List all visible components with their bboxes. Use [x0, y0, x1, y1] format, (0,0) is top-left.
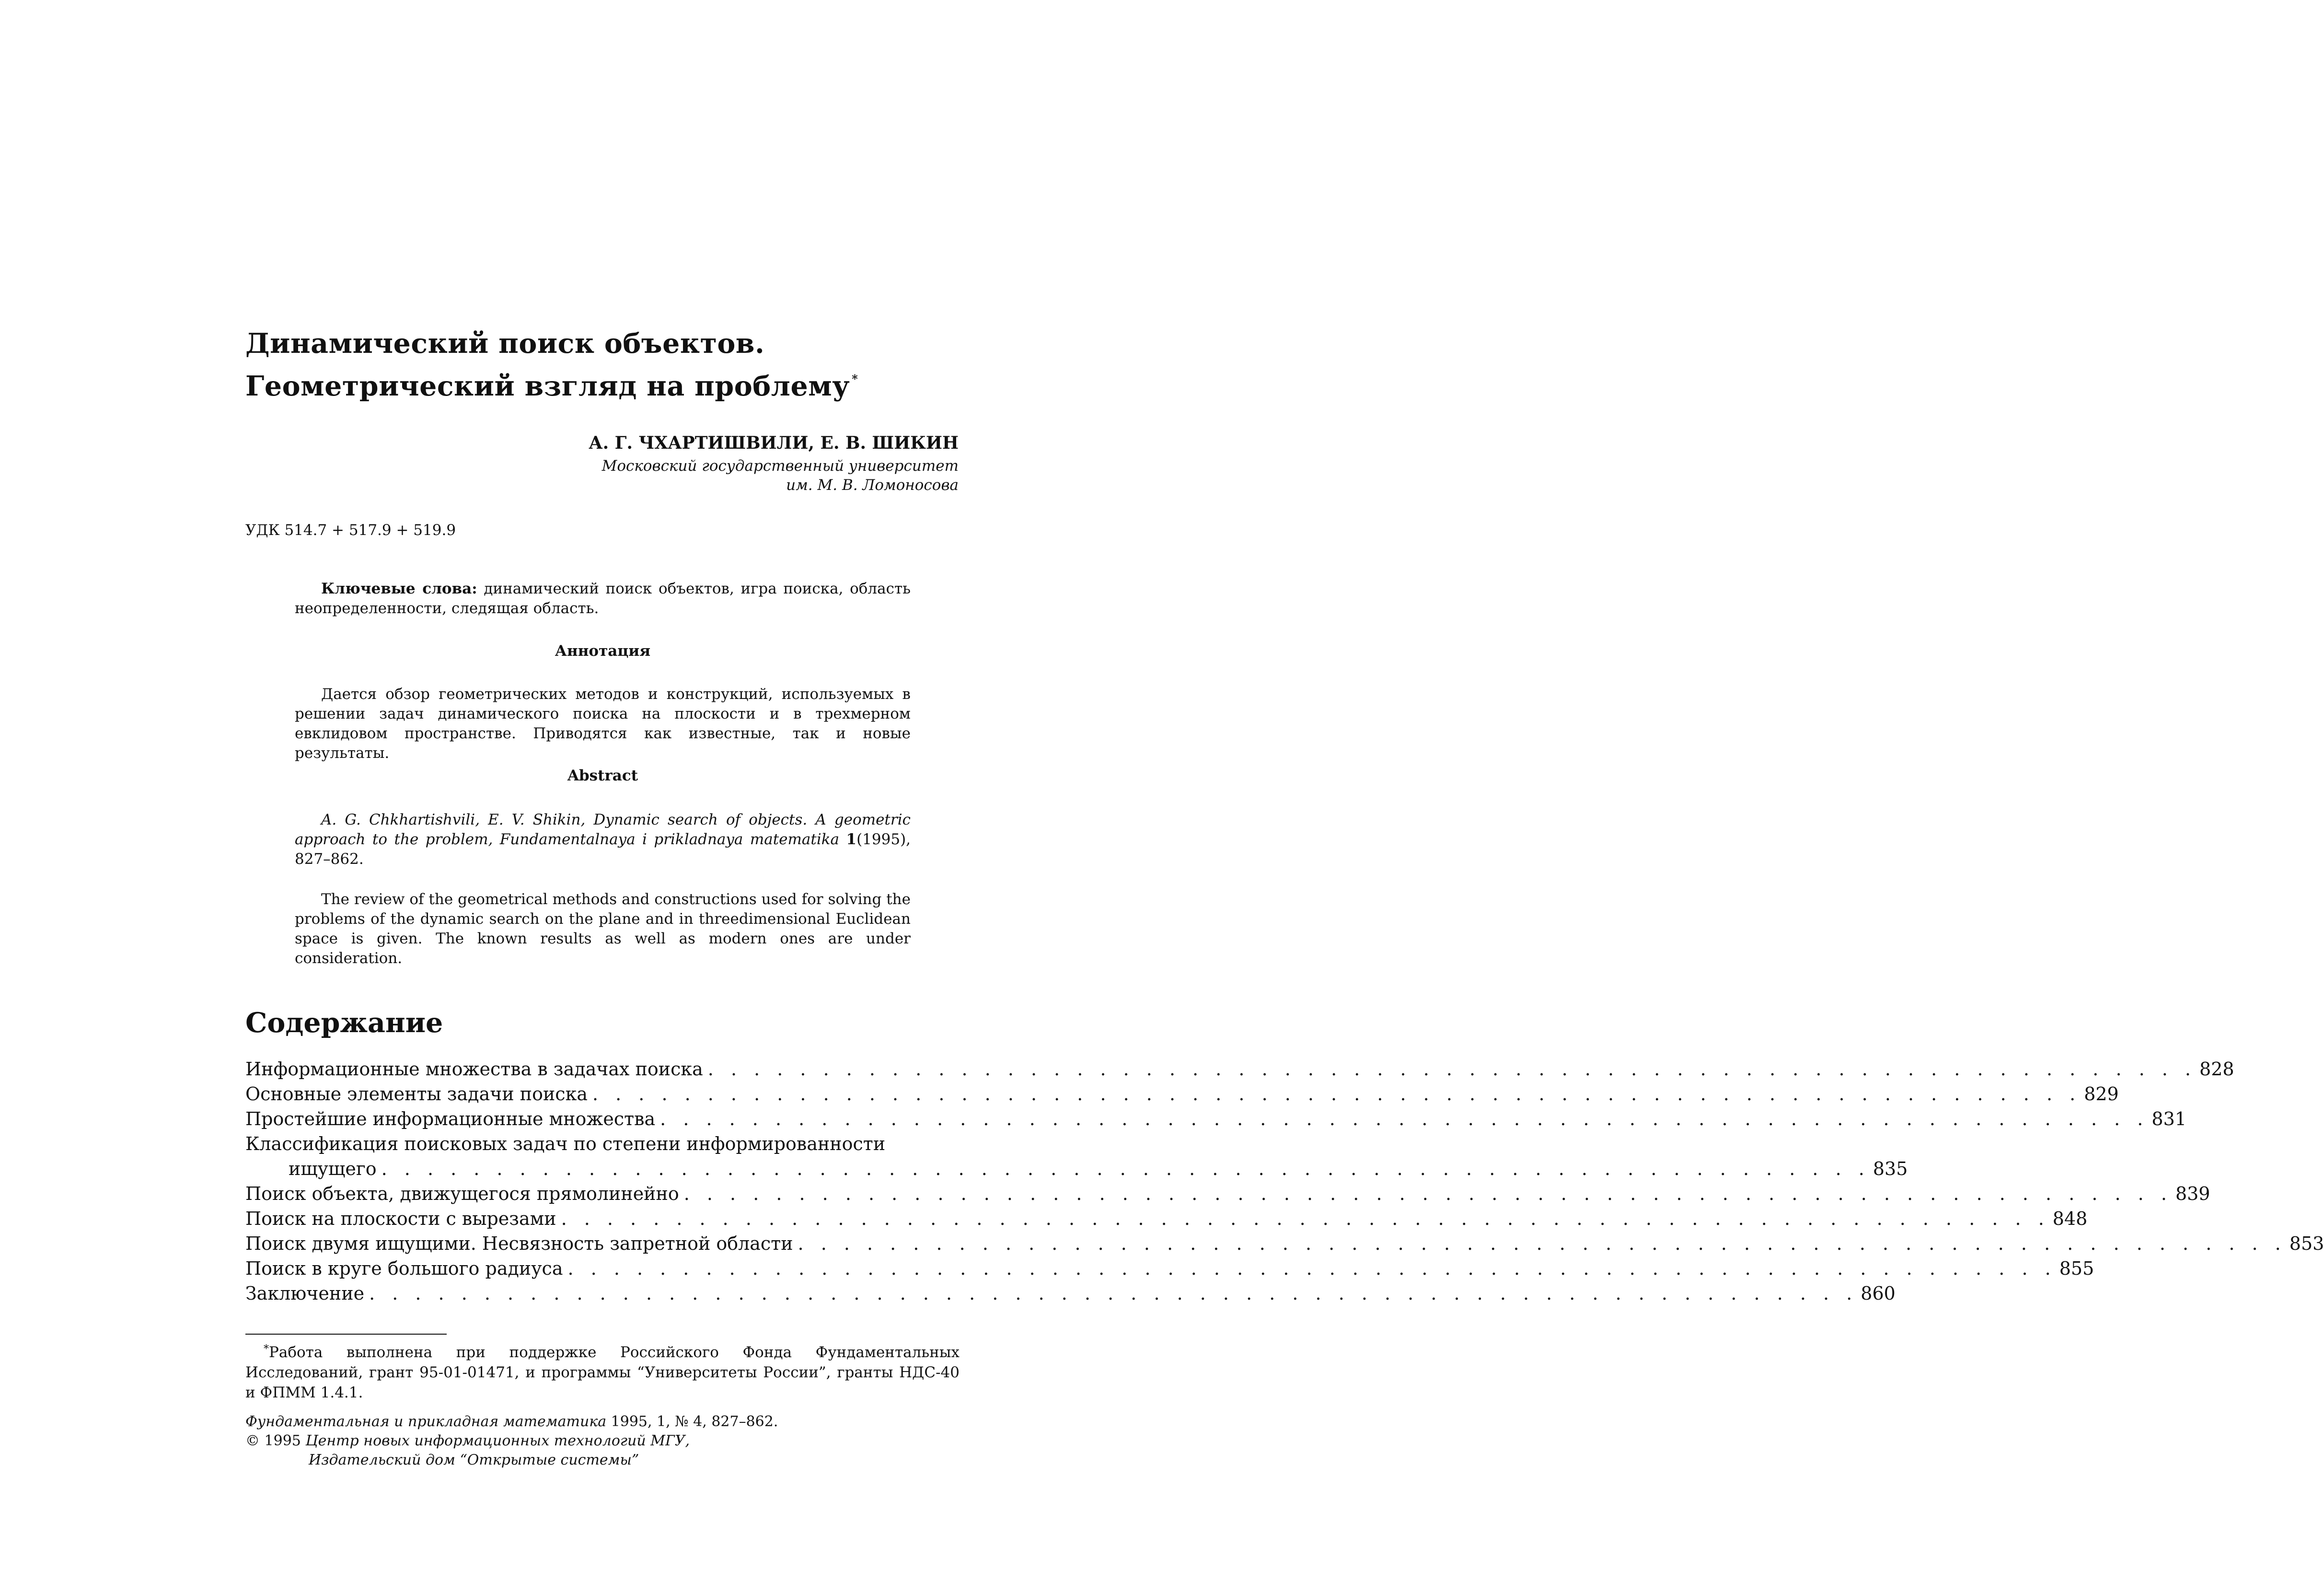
- toc-leader-dots: . . . . . . . . . . . . . . . . . . . . . . . . . . . . . . . . . . . . . . . . . . . . . . . . . . . . . . . . . . . . . . . . .: [683, 1183, 2173, 1204]
- toc-leader-dots: . . . . . . . . . . . . . . . . . . . . . . . . . . . . . . . . . . . . . . . . . . . . . . . . . . . . . . . . . . . . . . . . .: [561, 1208, 2050, 1229]
- toc-item-title: Информационные множества в задачах поиска: [245, 1059, 703, 1080]
- abstract-citation: [295, 810, 911, 869]
- toc-leader-dots: . . . . . . . . . . . . . . . . . . . . . . . . . . . . . . . . . . . . . . . . . . . . . . . . . . . . . . . . . . . . . . . . .: [707, 1059, 2197, 1080]
- journal-name: Фундаментальная и прикладная математика: [245, 1413, 607, 1430]
- toc-item-page: 831: [2151, 1108, 2186, 1129]
- footnote-text: Работа выполнена при поддержке Российского Фонда Фундаментальных Исследований, грант 95-01-01471, и программы “Университеты России”, гранты НДС-40 и ФПММ 1.4.1.: [245, 1344, 960, 1401]
- publisher-1: Центр новых информационных технологий МГУ,: [305, 1432, 690, 1449]
- annotation-text: Дается обзор геометрических методов и конструкций, используемых в решении задач динамического поиска на плоскости и в трехмерном евклидовом пространстве. Приводятся как известные, так и новые результаты.: [295, 686, 911, 762]
- toc-item-title: Поиск в круге большого радиуса: [245, 1258, 563, 1279]
- toc-item[interactable]: [245, 1108, 2186, 1133]
- footnote-rule: [245, 1334, 447, 1335]
- toc-item[interactable]: [245, 1258, 2094, 1283]
- title-line-2-text: Геометрический взгляд на проблему: [245, 370, 850, 402]
- toc-leader-dots: . . . . . . . . . . . . . . . . . . . . . . . . . . . . . . . . . . . . . . . . . . . . . . . . . . . . . . . . . . . . . . . . .: [798, 1233, 2287, 1254]
- toc-item[interactable]: [245, 1059, 2234, 1083]
- citation-rest: (1995), 827–862.: [295, 831, 911, 868]
- udk-code: УДК 514.7 + 517.9 + 519.9: [245, 522, 456, 539]
- publisher-2: Издательский дом “Открытые системы”: [309, 1452, 639, 1468]
- affiliation-line-1: Московский государственный университет: [601, 457, 959, 475]
- toc-item[interactable]: [245, 1283, 1896, 1308]
- title-line-1: Динамический поиск объектов.: [245, 327, 765, 360]
- abstract-text: The review of the geometrical methods and constructions used for solving the problems of the dynamic search on the plane and in threedimensional Euclidean space is given. The known results as well as modern ones are under consideration.: [295, 891, 911, 967]
- footnote-mark: *: [264, 1343, 269, 1355]
- citation-volume: 1: [846, 831, 857, 848]
- keywords-text: динамический поиск объектов, игра поиска, область неопределенности, следящая область.: [295, 580, 911, 617]
- copyright-prefix: © 1995: [245, 1432, 301, 1449]
- toc-item-page: 835: [1873, 1158, 1908, 1179]
- toc-leader-dots: . . . . . . . . . . . . . . . . . . . . . . . . . . . . . . . . . . . . . . . . . . . . . . . . . . . . . . . . . . . . . . . . .: [592, 1083, 2081, 1105]
- toc-item[interactable]: [245, 1133, 960, 1158]
- toc-item[interactable]: [245, 1208, 2088, 1233]
- journal-info: [245, 1412, 960, 1470]
- toc-item-title: Заключение: [245, 1283, 365, 1304]
- keywords-label: Ключевые слова:: [321, 580, 477, 597]
- toc-item-page: 829: [2084, 1083, 2119, 1105]
- toc-item-title: Поиск на плоскости с вырезами: [245, 1208, 556, 1229]
- toc-item-page: 855: [2059, 1258, 2094, 1279]
- title-line-2: [245, 361, 1012, 404]
- affiliation-line-2: им. М. В. Ломоносова: [786, 477, 959, 494]
- paper-title: [245, 326, 1012, 404]
- title-footnote-mark: *: [852, 372, 858, 386]
- toc-item-page: 853: [2289, 1233, 2324, 1254]
- toc-item-page: 828: [2199, 1059, 2234, 1080]
- toc-heading: Содержание: [245, 1007, 443, 1039]
- journal-line-1: [245, 1412, 960, 1431]
- toc-item-title: Поиск объекта, движущегося прямолинейно: [245, 1183, 679, 1204]
- journal-details: 1995, 1, № 4, 827–862.: [611, 1413, 778, 1430]
- toc-item-page: 848: [2052, 1208, 2088, 1229]
- journal-line-2: [245, 1431, 960, 1451]
- toc-item-page: 860: [1861, 1283, 1896, 1304]
- toc-item-page: 839: [2175, 1183, 2210, 1204]
- toc-item-title: Классификация поисковых задач по степени информированности: [245, 1133, 886, 1154]
- footnote: [245, 1339, 960, 1403]
- toc-item[interactable]: [245, 1183, 2210, 1208]
- toc-item-title: Простейшие информационные множества: [245, 1108, 656, 1129]
- authors: А. Г. ЧХАРТИШВИЛИ, Е. В. ШИКИН: [589, 433, 959, 453]
- toc-item-continuation[interactable]: [245, 1158, 1908, 1183]
- toc-item-title: Основные элементы задачи поиска: [245, 1083, 588, 1105]
- citation-main: A. G. Chkhartishvili, E. V. Shikin, Dynamic search of objects. A geometric approach to the problem, Fundamentalnaya i prikladnaya matematika: [295, 811, 911, 848]
- toc-leader-dots: . . . . . . . . . . . . . . . . . . . . . . . . . . . . . . . . . . . . . . . . . . . . . . . . . . . . . . . . . . . . . . . . .: [660, 1108, 2149, 1129]
- toc-item[interactable]: [245, 1233, 2324, 1258]
- toc-leader-dots: . . . . . . . . . . . . . . . . . . . . . . . . . . . . . . . . . . . . . . . . . . . . . . . . . . . . . . . . . . . . . . . . .: [381, 1158, 1870, 1179]
- toc-item-title: Поиск двумя ищущими. Несвязность запретной области: [245, 1233, 793, 1254]
- toc-leader-dots: . . . . . . . . . . . . . . . . . . . . . . . . . . . . . . . . . . . . . . . . . . . . . . . . . . . . . . . . . . . . . . . . .: [567, 1258, 2057, 1279]
- keywords: [295, 579, 911, 618]
- table-of-contents: [245, 1059, 2324, 1308]
- toc-item-title-cont: ищущего: [289, 1158, 377, 1179]
- affiliation: [479, 456, 959, 495]
- toc-item[interactable]: [245, 1083, 2119, 1108]
- toc-leader-dots: . . . . . . . . . . . . . . . . . . . . . . . . . . . . . . . . . . . . . . . . . . . . . . . . . . . . . . . . . . . . . . . . .: [369, 1283, 1858, 1304]
- abstract-heading: Abstract: [567, 767, 638, 784]
- annotation-heading: Аннотация: [555, 642, 651, 660]
